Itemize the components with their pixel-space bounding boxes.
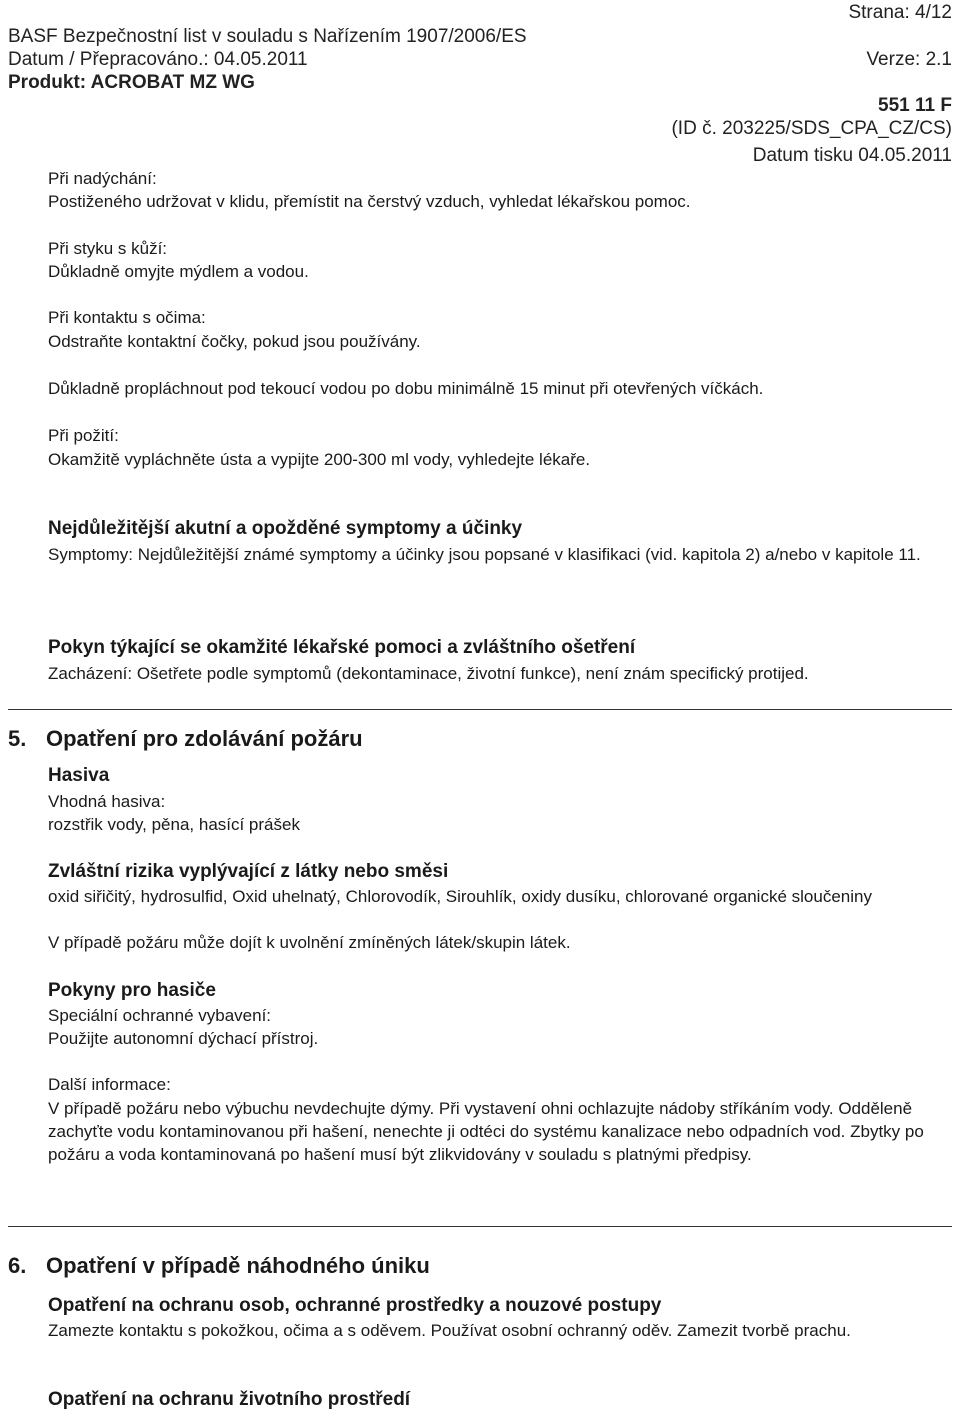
section-divider bbox=[8, 709, 952, 710]
section-6-number: 6. bbox=[8, 1253, 27, 1278]
section-6-title: Opatření v případě náhodného úniku bbox=[46, 1253, 430, 1278]
personal-heading: Opatření na ochranu osob, ochranné prostředky a nouzové postupy bbox=[48, 1295, 662, 1316]
hazards-heading: Zvláštní rizika vyplývající z látky nebo směsi bbox=[48, 861, 449, 882]
media-heading: Hasiva bbox=[48, 765, 110, 786]
document-id: (ID č. 203225/SDS_CPA_CZ/CS) bbox=[671, 118, 952, 139]
eyes-text-1: Odstraňte kontaktní čočky, pokud jsou používány. bbox=[48, 332, 421, 351]
product-code: 551 11 F bbox=[878, 95, 952, 116]
hazards-text-2: V případě požáru může dojít k uvolnění zmíněných látek/skupin látek. bbox=[48, 933, 571, 952]
media-text: rozstřik vody, pěna, hasící prášek bbox=[48, 815, 300, 834]
media-label: Vhodná hasiva: bbox=[48, 792, 166, 811]
further-text: V případě požáru nebo výbuchu nevdechujte dýmy. Při vystavení ohni ochlazujte nádoby stříkáním vody. Odděleně zachyťte vodu kontaminovanou při hašení, nenechte ji odtéci do systému kanalizace nebo odpadních vod. Zbytky po požáru a voda kontaminovaná po hašení musí být zlikvidovány v souladu s platnými předpisy. bbox=[48, 1099, 924, 1164]
eyes-text-2: Důkladně propláchnout pod tekoucí vodou po dobu minimálně 15 minut při otevřených víčkách. bbox=[48, 379, 764, 398]
further-label: Další informace: bbox=[48, 1075, 171, 1094]
personal-text: Zamezte kontaktu s pokožkou, očima a s oděvem. Používat osobní ochranný oděv. Zamezit tvorbě prachu. bbox=[48, 1321, 851, 1340]
environment-heading: Opatření na ochranu životního prostředí bbox=[48, 1389, 411, 1410]
inhalation-text: Postiženého udržovat v klidu, přemístit na čerstvý vzduch, vyhledat lékařskou pomoc. bbox=[48, 192, 691, 211]
symptoms-text: Symptomy: Nejdůležitější známé symptomy a účinky jsou popsané v klasifikaci (vid. kapitola 2) a/nebo v kapitole 11. bbox=[48, 545, 921, 564]
version: Verze: 2.1 bbox=[866, 49, 952, 70]
ingestion-label: Při požití: bbox=[48, 426, 119, 445]
skin-text: Důkladně omyjte mýdlem a vodou. bbox=[48, 262, 309, 281]
medical-text: Zacházení: Ošetřete podle symptomů (dekontaminace, životní funkce), není znám specifický protijed. bbox=[48, 664, 809, 683]
section-5-number: 5. bbox=[8, 726, 27, 751]
print-date: Datum tisku 04.05.2011 bbox=[752, 145, 952, 166]
skin-label: Při styku s kůží: bbox=[48, 239, 168, 258]
eyes-label: Při kontaktu s očima: bbox=[48, 308, 206, 327]
equipment-label: Speciální ochranné vybavení: bbox=[48, 1006, 272, 1025]
section-divider bbox=[8, 1226, 952, 1227]
product-name: Produkt: ACROBAT MZ WG bbox=[8, 72, 255, 93]
revision-date: Datum / Přepracováno.: 04.05.2011 bbox=[8, 49, 308, 70]
ingestion-text: Okamžitě vypláchněte ústa a vypijte 200-300 ml vody, vyhledejte lékaře. bbox=[48, 450, 591, 469]
firefighters-heading: Pokyny pro hasiče bbox=[48, 980, 216, 1001]
medical-heading: Pokyn týkající se okamžité lékařské pomoci a zvláštního ošetření bbox=[48, 637, 636, 658]
document-title: BASF Bezpečnostní list v souladu s Nařízením 1907/2006/ES bbox=[8, 26, 527, 47]
hazards-text-1: oxid siřičitý, hydrosulfid, Oxid uhelnatý, Chlorovodík, Sirouhlík, oxidy dusíku, chlorované organické sloučeniny bbox=[48, 887, 872, 906]
equipment-text: Použijte autonomní dýchací přístroj. bbox=[48, 1029, 319, 1048]
symptoms-heading: Nejdůležitější akutní a opožděné symptomy a účinky bbox=[48, 518, 523, 539]
page-number: Strana: 4/12 bbox=[848, 2, 952, 23]
inhalation-label: Při nadýchání: bbox=[48, 169, 157, 188]
section-5-title-text: Opatření pro zdolávání požáru bbox=[46, 726, 363, 751]
section-5-title bbox=[46, 726, 363, 752]
